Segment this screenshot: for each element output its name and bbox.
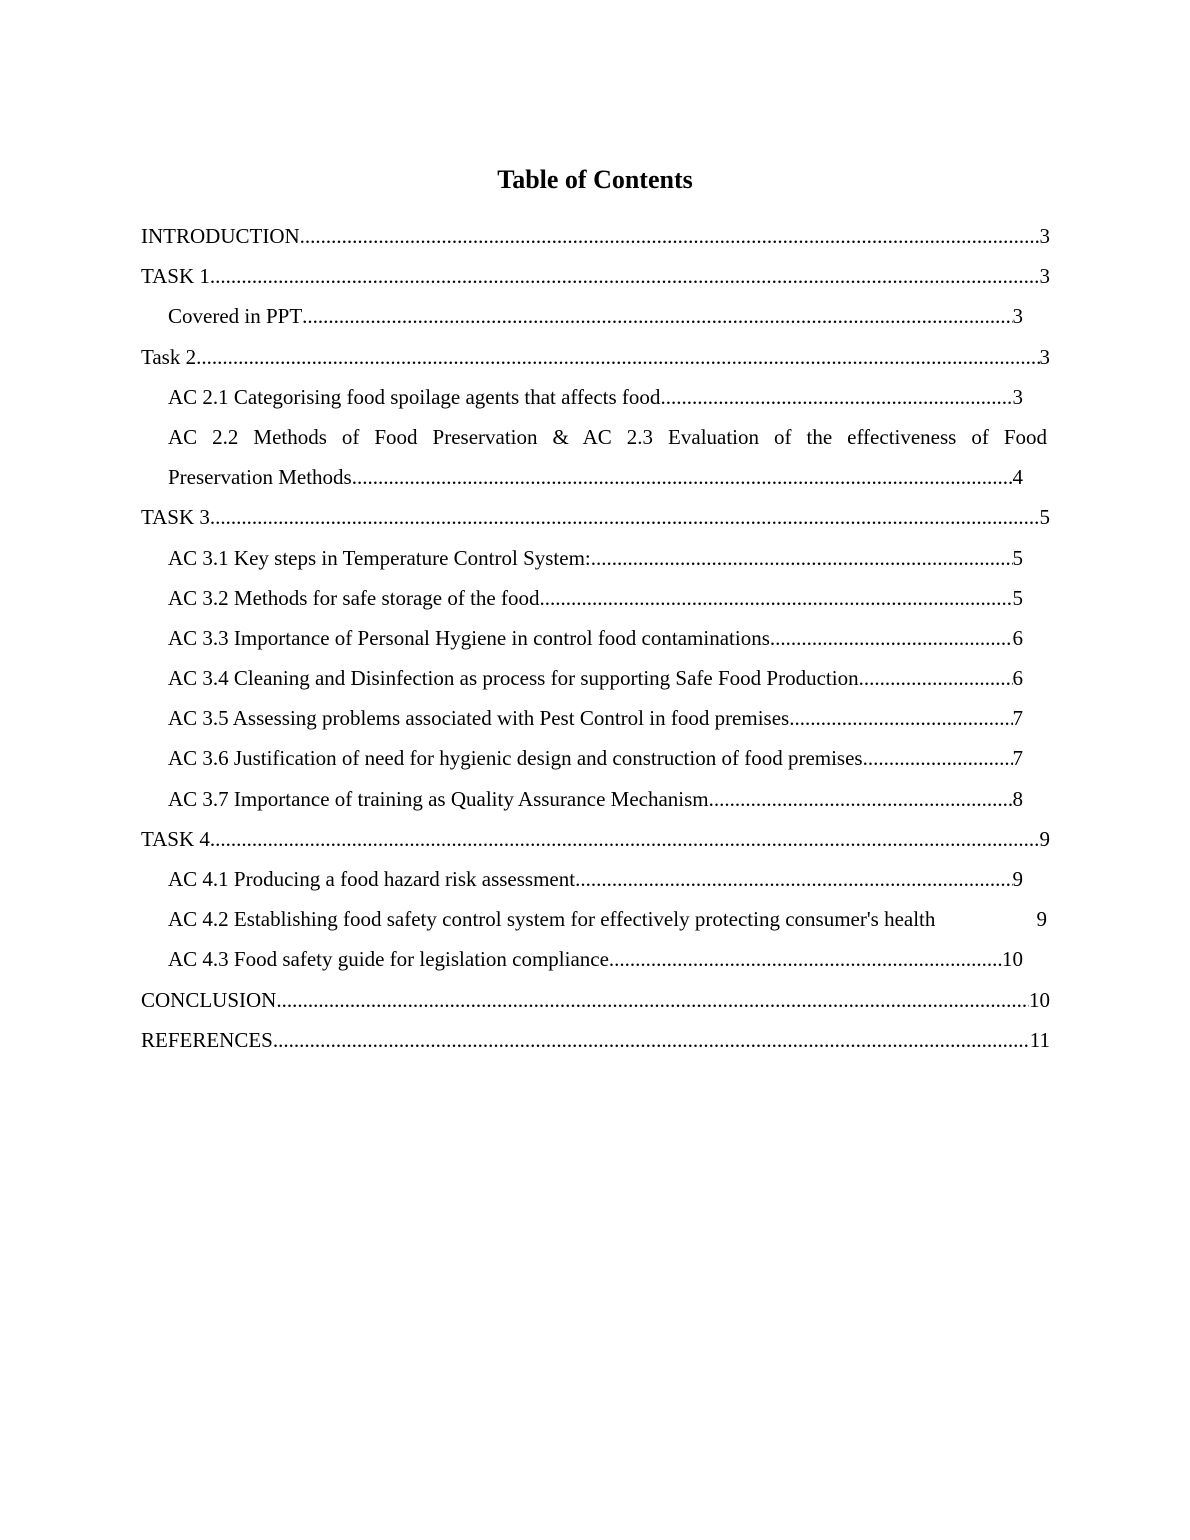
toc-entry-ac-2-2[interactable] <box>168 417 1047 497</box>
toc-page-number: 5 <box>1012 585 1023 610</box>
toc-entry-ac-2-1[interactable] <box>168 377 1023 417</box>
toc-page-number: 3 <box>1039 224 1050 248</box>
toc-entry-ac-3-7[interactable] <box>168 779 1023 819</box>
toc-page-number: 3 <box>1039 264 1050 289</box>
toc-page-number: 6 <box>1012 625 1023 650</box>
dot-leader <box>540 578 1013 618</box>
toc-entry-text: AC 3.2 Methods for safe storage of the food <box>168 585 540 610</box>
toc-page-number: 9 <box>1036 907 1047 932</box>
dot-leader <box>789 698 1012 738</box>
dot-leader <box>273 1020 1030 1060</box>
toc-page-number: 10 <box>1002 947 1023 972</box>
toc-entry-ac-3-2[interactable] <box>168 578 1023 618</box>
toc-entry-task-1[interactable] <box>141 256 1050 296</box>
toc-page-number: 3 <box>1012 304 1023 329</box>
toc-entry-text: Task 2 <box>141 344 197 369</box>
toc-entry-text: AC 3.3 Importance of Personal Hygiene in control food contaminations <box>168 625 770 650</box>
dot-leader <box>609 939 1002 979</box>
toc-page-number: 11 <box>1029 1027 1050 1052</box>
dot-leader <box>352 457 1013 497</box>
toc-entry-text: AC 3.1 Key steps in Temperature Control System: <box>168 545 591 570</box>
toc-entry-ac-3-3[interactable] <box>168 618 1023 658</box>
toc-entry-text: AC 2.1 Categorising food spoilage agents that affects food <box>168 384 661 409</box>
toc-page-number: 5 <box>1012 545 1023 570</box>
dot-leader <box>210 497 1040 537</box>
dot-leader <box>709 779 1013 819</box>
toc-entry-task-2[interactable] <box>141 337 1050 377</box>
toc-entry-ac-4-3[interactable] <box>168 939 1023 979</box>
toc-entry-text: AC 3.4 Cleaning and Disinfection as process for supporting Safe Food Production <box>168 666 859 691</box>
toc-entry-task-4[interactable] <box>141 819 1050 859</box>
toc-page-number: 3 <box>1012 384 1023 409</box>
toc-entry-task-3[interactable] <box>141 497 1050 537</box>
toc-page-number: 3 <box>1039 344 1050 369</box>
toc-entry-text: INTRODUCTION <box>141 224 300 248</box>
toc-entry-text-line-2: Preservation Methods <box>168 465 352 490</box>
toc-page-number: 7 <box>1012 746 1023 771</box>
toc-entry-text: TASK 3 <box>141 505 210 530</box>
toc-page-number: 10 <box>1029 987 1050 1012</box>
toc-entry-text: TASK 4 <box>141 826 210 851</box>
toc-entry-ac-4-2[interactable] <box>168 899 1047 939</box>
toc-page-number: 9 <box>1039 826 1050 851</box>
toc-entry-text: AC 3.5 Assessing problems associated with Pest Control in food premises <box>168 706 790 731</box>
dot-leader <box>196 337 1039 377</box>
toc-entry-ac-3-6[interactable] <box>168 738 1023 778</box>
toc-page-number: 4 <box>1012 465 1023 490</box>
toc-page-number: 9 <box>1012 867 1023 891</box>
toc-entry-text: REFERENCES <box>141 1027 273 1052</box>
dot-leader <box>575 859 1012 899</box>
dot-leader <box>276 980 1029 1020</box>
dot-leader <box>660 377 1012 417</box>
toc-page-number: 7 <box>1012 706 1023 731</box>
toc-entry-introduction[interactable] <box>141 216 1050 256</box>
toc-page-number: 5 <box>1039 505 1050 530</box>
page-title: Table of Contents <box>497 165 693 194</box>
toc-entry-text: CONCLUSION <box>141 987 277 1012</box>
dot-leader <box>210 819 1040 859</box>
dot-leader <box>302 296 1012 336</box>
toc-entry-conclusion[interactable] <box>141 980 1050 1020</box>
toc-entry-text: AC 3.7 Importance of training as Quality Assurance Mechanism <box>168 786 709 811</box>
toc-entry-text-line-1: AC 2.2 Methods of Food Preservation & AC 2.3 Evaluation of the effectiveness of Food <box>168 424 1047 449</box>
toc-entry-covered-in-ppt[interactable] <box>168 296 1023 336</box>
toc-entry-ac-4-1[interactable] <box>168 859 1023 899</box>
dot-leader <box>300 216 1040 256</box>
toc-entry-ac-3-4[interactable] <box>168 658 1023 698</box>
toc-entry-text: AC 4.1 Producing a food hazard risk assessment <box>168 867 576 891</box>
toc-entry-text: AC 4.2 Establishing food safety control system for effectively protecting consumer's health <box>168 907 936 932</box>
dot-leader <box>859 658 1013 698</box>
toc-entry-text: TASK 1 <box>141 264 210 289</box>
toc-page-number: 6 <box>1012 666 1023 691</box>
dot-leader <box>210 256 1040 296</box>
toc-entry-ac-3-1[interactable] <box>168 538 1023 578</box>
toc-entry-text: AC 3.6 Justification of need for hygienic design and construction of food premises <box>168 746 863 771</box>
toc-entry-text: Covered in PPT <box>168 304 303 329</box>
toc-entry-text: AC 4.3 Food safety guide for legislation compliance <box>168 947 609 972</box>
table-of-contents <box>141 216 1050 1060</box>
toc-page-number: 8 <box>1012 786 1023 811</box>
dot-leader <box>591 538 1013 578</box>
dot-leader <box>770 618 1013 658</box>
dot-leader <box>863 738 1013 778</box>
toc-entry-references[interactable] <box>141 1020 1050 1060</box>
toc-entry-ac-3-5[interactable] <box>168 698 1023 738</box>
